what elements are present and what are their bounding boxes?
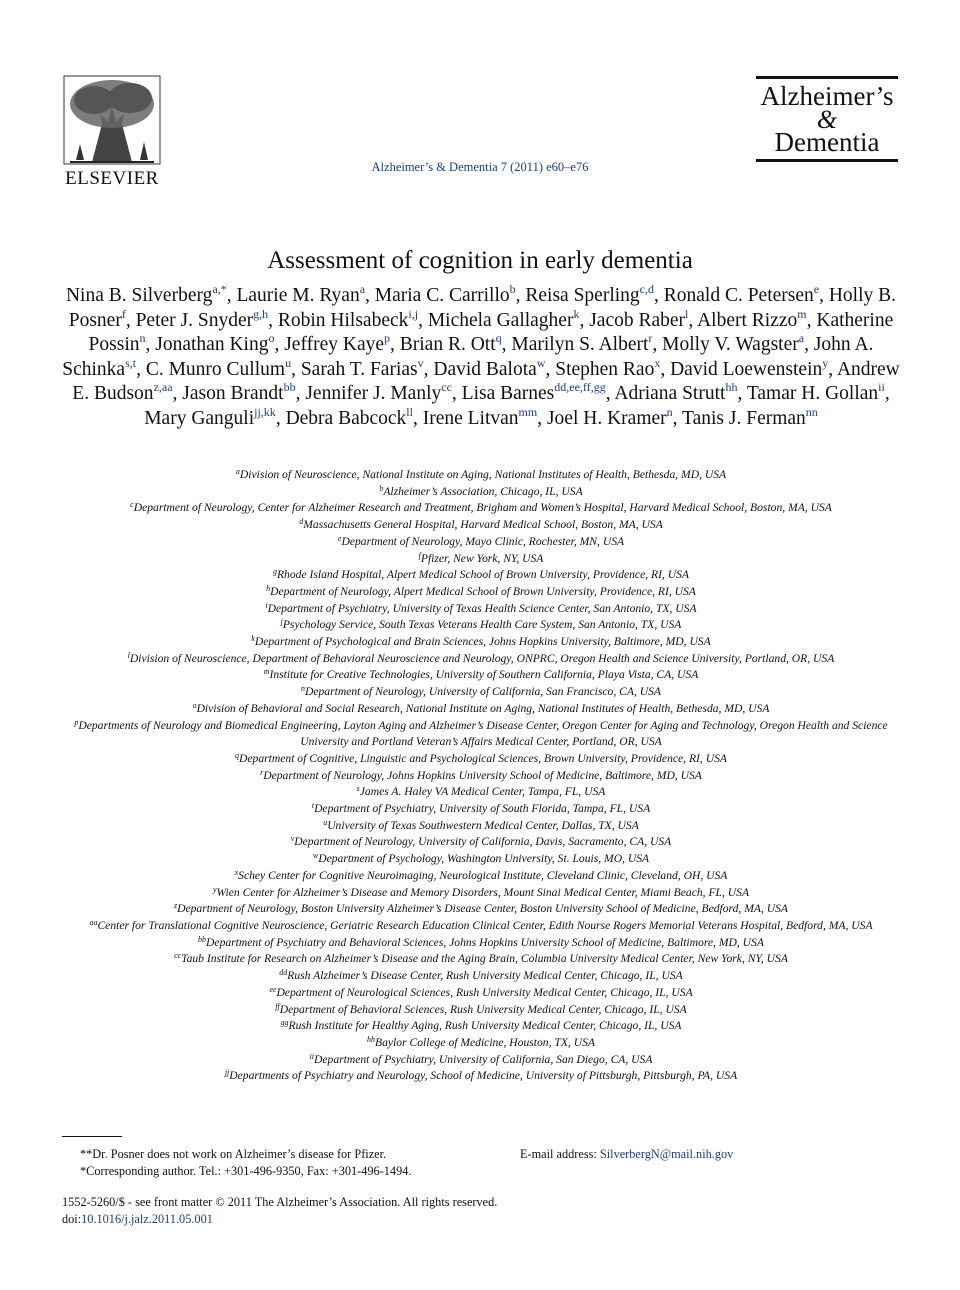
email-block xyxy=(520,1146,733,1163)
affiliation-marker: v xyxy=(290,834,295,844)
publisher-logo xyxy=(60,74,164,190)
author-separator: , xyxy=(365,285,375,306)
author-name: Andrew E. Budson xyxy=(72,358,900,404)
affiliation xyxy=(58,1068,904,1085)
author-affiliation-link[interactable]: a xyxy=(798,331,805,345)
footnote-posner: **Dr. Posner does not work on Alzheimer’s disease for Pfizer. xyxy=(80,1147,387,1161)
affiliation-text: Department of Neurological Sciences, Rush University Medical Center, Chicago, IL, USA xyxy=(276,985,693,999)
author xyxy=(433,355,556,380)
author-name: Jeffrey Kaye xyxy=(284,334,384,355)
author-affiliation-link[interactable]: ii xyxy=(878,380,885,394)
author xyxy=(65,282,237,306)
affiliation-marker: u xyxy=(323,817,328,827)
affiliation xyxy=(58,901,904,918)
footnotes xyxy=(80,1146,411,1179)
author xyxy=(277,306,428,331)
author-separator: , xyxy=(295,383,306,404)
author-affiliation-link[interactable]: dd,ee,ff,gg xyxy=(554,380,606,394)
affiliation xyxy=(58,1018,904,1035)
author-name: Jacob Raber xyxy=(589,309,686,331)
author-separator: , xyxy=(145,334,156,355)
affiliation-marker: hh xyxy=(367,1034,376,1044)
author-separator: , xyxy=(275,407,286,429)
author xyxy=(682,404,818,429)
copyright-block xyxy=(62,1194,497,1228)
author-separator: , xyxy=(828,358,837,380)
affiliation-marker: dd xyxy=(279,968,288,978)
affiliation-text: Alzheimer’s Association, Chicago, IL, USA xyxy=(383,484,583,498)
affiliation-marker: n xyxy=(300,684,305,694)
author xyxy=(285,404,423,429)
author xyxy=(144,404,286,429)
affiliation xyxy=(58,1002,904,1019)
affiliation-text: Division of Neuroscience, Department of Behavioral Neuroscience and Neurology, ONPRC, Oregon Health and Science University, Portland, OR, USA xyxy=(129,651,835,665)
author-separator: , xyxy=(125,309,136,331)
affiliation xyxy=(58,834,904,851)
affiliation xyxy=(58,784,904,801)
author-separator: , xyxy=(423,358,434,380)
author-name: Michela Gallagher xyxy=(427,309,574,331)
author-affiliation-link[interactable]: x xyxy=(654,355,661,370)
affiliation xyxy=(58,651,904,668)
affiliation xyxy=(58,701,904,718)
author-affiliation-link[interactable]: s,t xyxy=(125,355,137,370)
author-name: Tanis J. Ferman xyxy=(682,407,806,429)
journal-citation[interactable]: Alzheimer’s & Dementia 7 (2011) e60–e76 xyxy=(371,160,589,174)
author-separator: , xyxy=(226,285,237,306)
affiliation xyxy=(58,617,904,634)
affiliation xyxy=(58,918,904,935)
affiliation-marker: o xyxy=(192,700,197,710)
author-name: Irene Litvan xyxy=(422,407,519,429)
doi-label: doi: xyxy=(62,1212,82,1226)
affiliation-marker: ii xyxy=(309,1051,314,1061)
affiliation-text: Schey Center for Cognitive Neuroimaging, Neurological Institute, Cleveland Clinic, Cleveland, OH, USA xyxy=(238,868,728,882)
affiliation xyxy=(58,885,904,902)
author-separator: , xyxy=(274,334,285,355)
affiliation-text: Department of Neurology, Boston University Alzheimer’s Disease Center, Boston University School of Medicine, Bedford, MA, USA xyxy=(177,902,789,916)
author-separator: , xyxy=(172,383,183,404)
author-name: Stephen Rao xyxy=(555,358,655,380)
author-name: Nina B. Silverberg xyxy=(65,285,213,306)
author-separator: , xyxy=(412,407,423,429)
affiliation-text: Department of Behavioral Sciences, Rush University Medical Center, Chicago, IL, USA xyxy=(279,1002,687,1016)
affiliation xyxy=(58,751,904,768)
affiliation-marker: f xyxy=(418,550,421,560)
journal-logo xyxy=(756,76,898,162)
author-name: Holly B. Posner xyxy=(68,285,897,331)
author-name: Jennifer J. Manly xyxy=(305,383,442,404)
affiliation-text: Massachusetts General Hospital, Harvard Medical School, Boston, MA, USA xyxy=(303,518,663,532)
author-separator: , xyxy=(737,383,747,404)
affiliation-marker: z xyxy=(173,901,178,911)
affiliation-text: Department of Neurology, Johns Hopkins University School of Medicine, Baltimore, MD, USA xyxy=(263,768,702,782)
author-affiliation-link[interactable]: i,j xyxy=(408,306,419,321)
author-separator: , xyxy=(451,383,462,404)
affiliation-marker: t xyxy=(311,801,315,811)
affiliation-text: Department of Psychiatry, University of Texas Health Science Center, San Antonio, TX, USA xyxy=(267,601,697,615)
author-affiliation-link[interactable]: l xyxy=(685,306,689,321)
affiliation-marker: ee xyxy=(269,984,277,994)
author-affiliation-link[interactable]: ll xyxy=(406,404,413,419)
affiliation-text: Department of Psychological and Brain Sciences, Johns Hopkins University, Baltimore, MD, USA xyxy=(254,635,711,649)
author-separator: , xyxy=(806,309,817,331)
affiliation-text: Departments of Psychiatry and Neurology, School of Medicine, University of Pittsburgh, Pittsburgh, PA, USA xyxy=(229,1069,738,1083)
author-list xyxy=(58,284,904,431)
author-affiliation-link[interactable]: w xyxy=(536,355,546,370)
author-affiliation-link[interactable]: p xyxy=(384,331,390,345)
author-separator: , xyxy=(268,309,278,331)
author-separator: , xyxy=(579,309,590,331)
author-name: Reisa Sperling xyxy=(525,285,640,306)
affiliation xyxy=(58,534,904,551)
author xyxy=(546,404,683,429)
affiliation-text: Taub Institute for Research on Alzheimer’s Disease and the Aging Brain, Columbia University Medical Center, New York, NY, USA xyxy=(181,952,788,966)
author xyxy=(155,331,285,355)
author-name: Molly V. Wagster xyxy=(662,334,799,355)
affiliation-marker: d xyxy=(299,517,304,527)
affiliation-marker: j xyxy=(280,617,283,627)
affiliation-marker: m xyxy=(263,667,270,677)
affiliation-text: Division of Neuroscience, National Institute on Aging, National Institutes of Health, Bethesda, MD, USA xyxy=(239,468,727,481)
affiliation-text: Departments of Neurology and Biomedical Engineering, Layton Aging and Alzheimer’s Disease Center, Oregon Center for Aging and Technology, Oregon Health and Science University and Portland Veteran’s Affairs Medical Center, Portland, OR, USA xyxy=(78,718,888,749)
author xyxy=(746,380,890,404)
affiliation-text: Baylor College of Medicine, Houston, TX, USA xyxy=(375,1035,595,1049)
affiliation xyxy=(58,718,904,751)
author xyxy=(374,282,526,306)
author-separator: , xyxy=(390,334,400,355)
affiliation-text: Department of Neurology, Center for Alzheimer Research and Treatment, Brigham and Women’s Hospital, Harvard Medical School, Boston, MA, USA xyxy=(133,501,832,515)
author-affiliation-link[interactable]: hh xyxy=(725,380,738,394)
affiliation-text: Wien Center for Alzheimer’s Disease and Memory Disorders, Mount Sinai Medical Center, Miami Beach, FL, USA xyxy=(216,885,750,899)
author-name: David Balota xyxy=(433,358,537,380)
author-name: Maria C. Carrillo xyxy=(374,285,510,306)
affiliation-text: Institute for Creative Technologies, University of Southern California, Playa Vista, CA, USA xyxy=(269,668,699,682)
affiliation xyxy=(58,500,904,517)
author-affiliation-link[interactable]: n xyxy=(666,404,673,419)
author-name: Katherine Possin xyxy=(88,309,894,355)
author-name: Lisa Barnes xyxy=(461,383,555,404)
author-affiliation-link[interactable]: q xyxy=(495,331,502,345)
issn-line: 1552-5260/$ - see front matter © 2011 The Alzheimer’s Association. All rights reserved. xyxy=(62,1195,498,1209)
author-name: Joel H. Kramer xyxy=(546,407,667,429)
author-separator: , xyxy=(291,358,301,380)
affiliation xyxy=(58,1035,904,1052)
affiliation-text: Psychology Service, South Texas Veterans Health Care System, San Antonio, TX, USA xyxy=(282,618,682,632)
affiliation-text: Division of Behavioral and Social Research, National Institute on Aging, National Institutes of Health, Bethesda, MD, USA xyxy=(196,701,770,715)
logo-line-1: Alzheimer’s xyxy=(760,81,894,111)
doi-line xyxy=(62,1211,497,1228)
affiliation-marker: k xyxy=(251,634,255,644)
author xyxy=(662,331,814,355)
logo-rule-bottom xyxy=(756,159,898,162)
affiliation-marker: i xyxy=(265,600,268,610)
affiliation-marker: q xyxy=(235,750,240,760)
author xyxy=(511,331,663,355)
author xyxy=(670,355,837,380)
affiliation-marker: h xyxy=(266,583,271,593)
author-name: David Loewenstein xyxy=(670,358,823,380)
author xyxy=(399,331,512,355)
author-name: Albert Rizzo xyxy=(697,309,798,331)
author xyxy=(284,331,400,355)
affiliation xyxy=(58,801,904,818)
affiliation-marker: cc xyxy=(174,951,182,961)
author xyxy=(236,282,375,306)
author-affiliation-link[interactable]: r xyxy=(648,331,653,345)
author-affiliation-link[interactable]: bb xyxy=(283,380,296,394)
affiliation xyxy=(58,985,904,1002)
affiliation-text: James A. Haley VA Medical Center, Tampa, FL, USA xyxy=(359,785,606,799)
affiliation xyxy=(58,851,904,868)
author-separator: , xyxy=(688,309,698,331)
author xyxy=(305,380,462,404)
author-affiliation-link[interactable]: k xyxy=(573,306,580,321)
doi-link[interactable]: 10.1016/j.jalz.2011.05.001 xyxy=(81,1212,213,1226)
affiliation-marker: p xyxy=(74,717,79,727)
author xyxy=(663,282,829,306)
author-separator: , xyxy=(672,407,683,429)
affiliation-text: Department of Cognitive, Linguistic and Psychological Sciences, Brown University, Providence, RI, USA xyxy=(239,751,727,765)
affiliation-marker: b xyxy=(379,483,384,493)
author-affiliation-link[interactable]: nn xyxy=(805,404,818,419)
author-separator: , xyxy=(418,309,428,331)
affiliation xyxy=(58,818,904,835)
author xyxy=(427,306,590,331)
author-name: Ronald C. Petersen xyxy=(663,285,814,306)
affiliation xyxy=(58,951,904,968)
author-separator: , xyxy=(537,407,547,429)
affiliation xyxy=(58,551,904,568)
author xyxy=(555,355,671,380)
affiliation xyxy=(58,868,904,885)
affiliation-text: Center for Translational Cognitive Neuroscience, Geriatric Research Education Clinical Center, Edith Nourse Rogers Memorial Veterans Hospital, Bedford, MA, USA xyxy=(97,918,873,932)
author-name: Laurie M. Ryan xyxy=(236,285,360,306)
author xyxy=(614,380,747,404)
affiliation-text: Rush Alzheimer’s Disease Center, Rush University Medical Center, Chicago, IL, USA xyxy=(287,969,683,983)
author-affiliation-link[interactable]: mm xyxy=(518,404,538,419)
author xyxy=(300,355,434,380)
affiliation xyxy=(58,935,904,952)
author xyxy=(697,306,817,331)
affiliation-marker: l xyxy=(127,650,130,660)
author xyxy=(461,380,615,404)
author-affiliation-link[interactable]: b xyxy=(509,282,516,296)
footnote-corresponding: *Corresponding author. Tel.: +301-496-9350, Fax: +301-496-1494. xyxy=(80,1163,412,1178)
affiliation-text: University of Texas Southwestern Medical Center, Dallas, TX, USA xyxy=(327,818,639,832)
author-affiliation-link[interactable]: f xyxy=(121,306,126,321)
affiliation xyxy=(58,768,904,785)
affiliation-marker: ff xyxy=(275,1001,280,1011)
author-name: Jason Brandt xyxy=(182,383,284,404)
author-affiliation-link[interactable]: o xyxy=(268,331,275,345)
author-separator: , xyxy=(653,285,664,306)
author-separator: , xyxy=(605,383,615,404)
affiliation xyxy=(58,667,904,684)
affiliation xyxy=(58,968,904,985)
author-name: Sarah T. Farias xyxy=(300,358,418,380)
author-name: Jonathan King xyxy=(155,334,269,355)
affiliation-marker: g xyxy=(272,567,277,577)
footnote-divider xyxy=(62,1136,122,1137)
author-name: Marilyn S. Albert xyxy=(511,334,649,355)
author-separator: , xyxy=(136,358,146,380)
affiliation xyxy=(58,634,904,651)
affiliation-text: Department of Psychology, Washington University, St. Louis, MO, USA xyxy=(318,852,650,866)
author-affiliation-link[interactable]: m xyxy=(797,306,807,321)
affiliation xyxy=(58,601,904,618)
author-separator: , xyxy=(804,334,814,355)
affiliation-marker: x xyxy=(234,867,239,877)
logo-line-3: Dementia xyxy=(774,127,880,157)
author-affiliation-link[interactable]: v xyxy=(417,355,424,370)
affiliation xyxy=(58,684,904,701)
author-name: Debra Babcock xyxy=(285,407,407,429)
affiliation-text: Department of Psychiatry, University of California, San Diego, CA, USA xyxy=(314,1052,653,1066)
author xyxy=(135,306,278,331)
affiliation xyxy=(58,1052,904,1069)
elsevier-tree-icon xyxy=(62,74,162,166)
affiliation-text: Department of Psychiatry and Behavioral Sciences, Johns Hopkins University School of Medicine, Baltimore, MD, USA xyxy=(206,935,764,949)
affiliation-marker: gg xyxy=(280,1018,289,1028)
author-affiliation-link[interactable]: cc xyxy=(441,380,452,394)
author-name: John A. Schinka xyxy=(62,334,874,380)
affiliation-marker: y xyxy=(212,884,217,894)
author-affiliation-link[interactable]: n xyxy=(139,331,146,345)
affiliation-text: Department of Psychiatry, University of South Florida, Tampa, FL, USA xyxy=(314,802,651,816)
author-affiliation-link[interactable]: y xyxy=(822,355,829,370)
author xyxy=(525,282,664,306)
logo-ampersand: & xyxy=(816,105,838,134)
affiliation-text: Department of Neurology, University of California, San Francisco, CA, USA xyxy=(304,685,662,699)
affiliation xyxy=(58,467,904,484)
affiliation-text: Rhode Island Hospital, Alpert Medical School of Brown University, Providence, RI, USA xyxy=(276,568,690,582)
affiliation-marker: e xyxy=(337,533,342,543)
author-affiliation-link[interactable]: e xyxy=(813,282,820,296)
article-title: Assessment of cognition in early dementia xyxy=(267,247,693,274)
author-affiliation-link[interactable]: z,aa xyxy=(153,380,173,394)
email-link[interactable]: SilverbergN@mail.nih.gov xyxy=(599,1147,734,1161)
affiliation-marker: bb xyxy=(198,934,207,944)
author-separator: , xyxy=(652,334,663,355)
author-affiliation-link[interactable]: c,d xyxy=(639,282,654,296)
author xyxy=(589,306,698,331)
author-affiliation-link[interactable]: a,* xyxy=(212,282,227,296)
affiliation-text: Department of Neurology, Mayo Clinic, Rochester, MN, USA xyxy=(341,534,625,548)
affiliation-list xyxy=(58,467,904,1085)
affiliation-text: Department of Neurology, Alpert Medical School of Brown University, Providence, RI, USA xyxy=(270,584,696,598)
affiliation-marker: c xyxy=(130,500,134,510)
author-name: Adriana Strutt xyxy=(614,383,726,404)
affiliation-text: Department of Neurology, University of California, Davis, Sacramento, CA, USA xyxy=(294,835,672,849)
author-affiliation-link[interactable]: a xyxy=(359,282,366,296)
affiliation xyxy=(58,484,904,501)
affiliation-marker: s xyxy=(356,784,360,794)
author-affiliation-link[interactable]: jj,kk xyxy=(254,404,276,419)
affiliation-marker: jj xyxy=(224,1068,230,1078)
author-name: Tamar H. Gollan xyxy=(746,383,879,404)
affiliation-marker: r xyxy=(260,767,264,777)
author xyxy=(145,355,301,380)
author-name: Mary Ganguli xyxy=(144,407,255,429)
author xyxy=(422,404,547,429)
affiliation xyxy=(58,517,904,534)
author xyxy=(182,380,306,404)
affiliation-marker: a xyxy=(235,467,240,476)
affiliation-text: Pfizer, New York, NY, USA xyxy=(420,551,544,565)
email-label: E-mail address: xyxy=(520,1147,600,1161)
author-affiliation-link[interactable]: u xyxy=(285,355,292,370)
affiliation xyxy=(58,584,904,601)
author-name: Robin Hilsabeck xyxy=(277,309,409,331)
author-name: Brian R. Ott xyxy=(399,334,496,355)
affiliation xyxy=(58,567,904,584)
author-name: Peter J. Snyder xyxy=(135,309,254,331)
author-name: C. Munro Cullum xyxy=(145,358,286,380)
affiliation-text: Rush Institute for Healthy Aging, Rush University Medical Center, Chicago, IL, USA xyxy=(288,1019,682,1033)
author-separator: , xyxy=(819,285,829,306)
publisher-name: ELSEVIER xyxy=(65,168,159,189)
page-header xyxy=(0,0,960,200)
author-separator: , xyxy=(501,334,512,355)
affiliation-marker: aa xyxy=(89,917,98,927)
author-separator: , xyxy=(884,383,890,404)
author-separator: , xyxy=(545,358,556,380)
author-affiliation-link[interactable]: g,h xyxy=(253,306,269,321)
affiliation-marker: w xyxy=(312,851,319,861)
author-separator: , xyxy=(515,285,526,306)
author-separator: , xyxy=(660,358,671,380)
